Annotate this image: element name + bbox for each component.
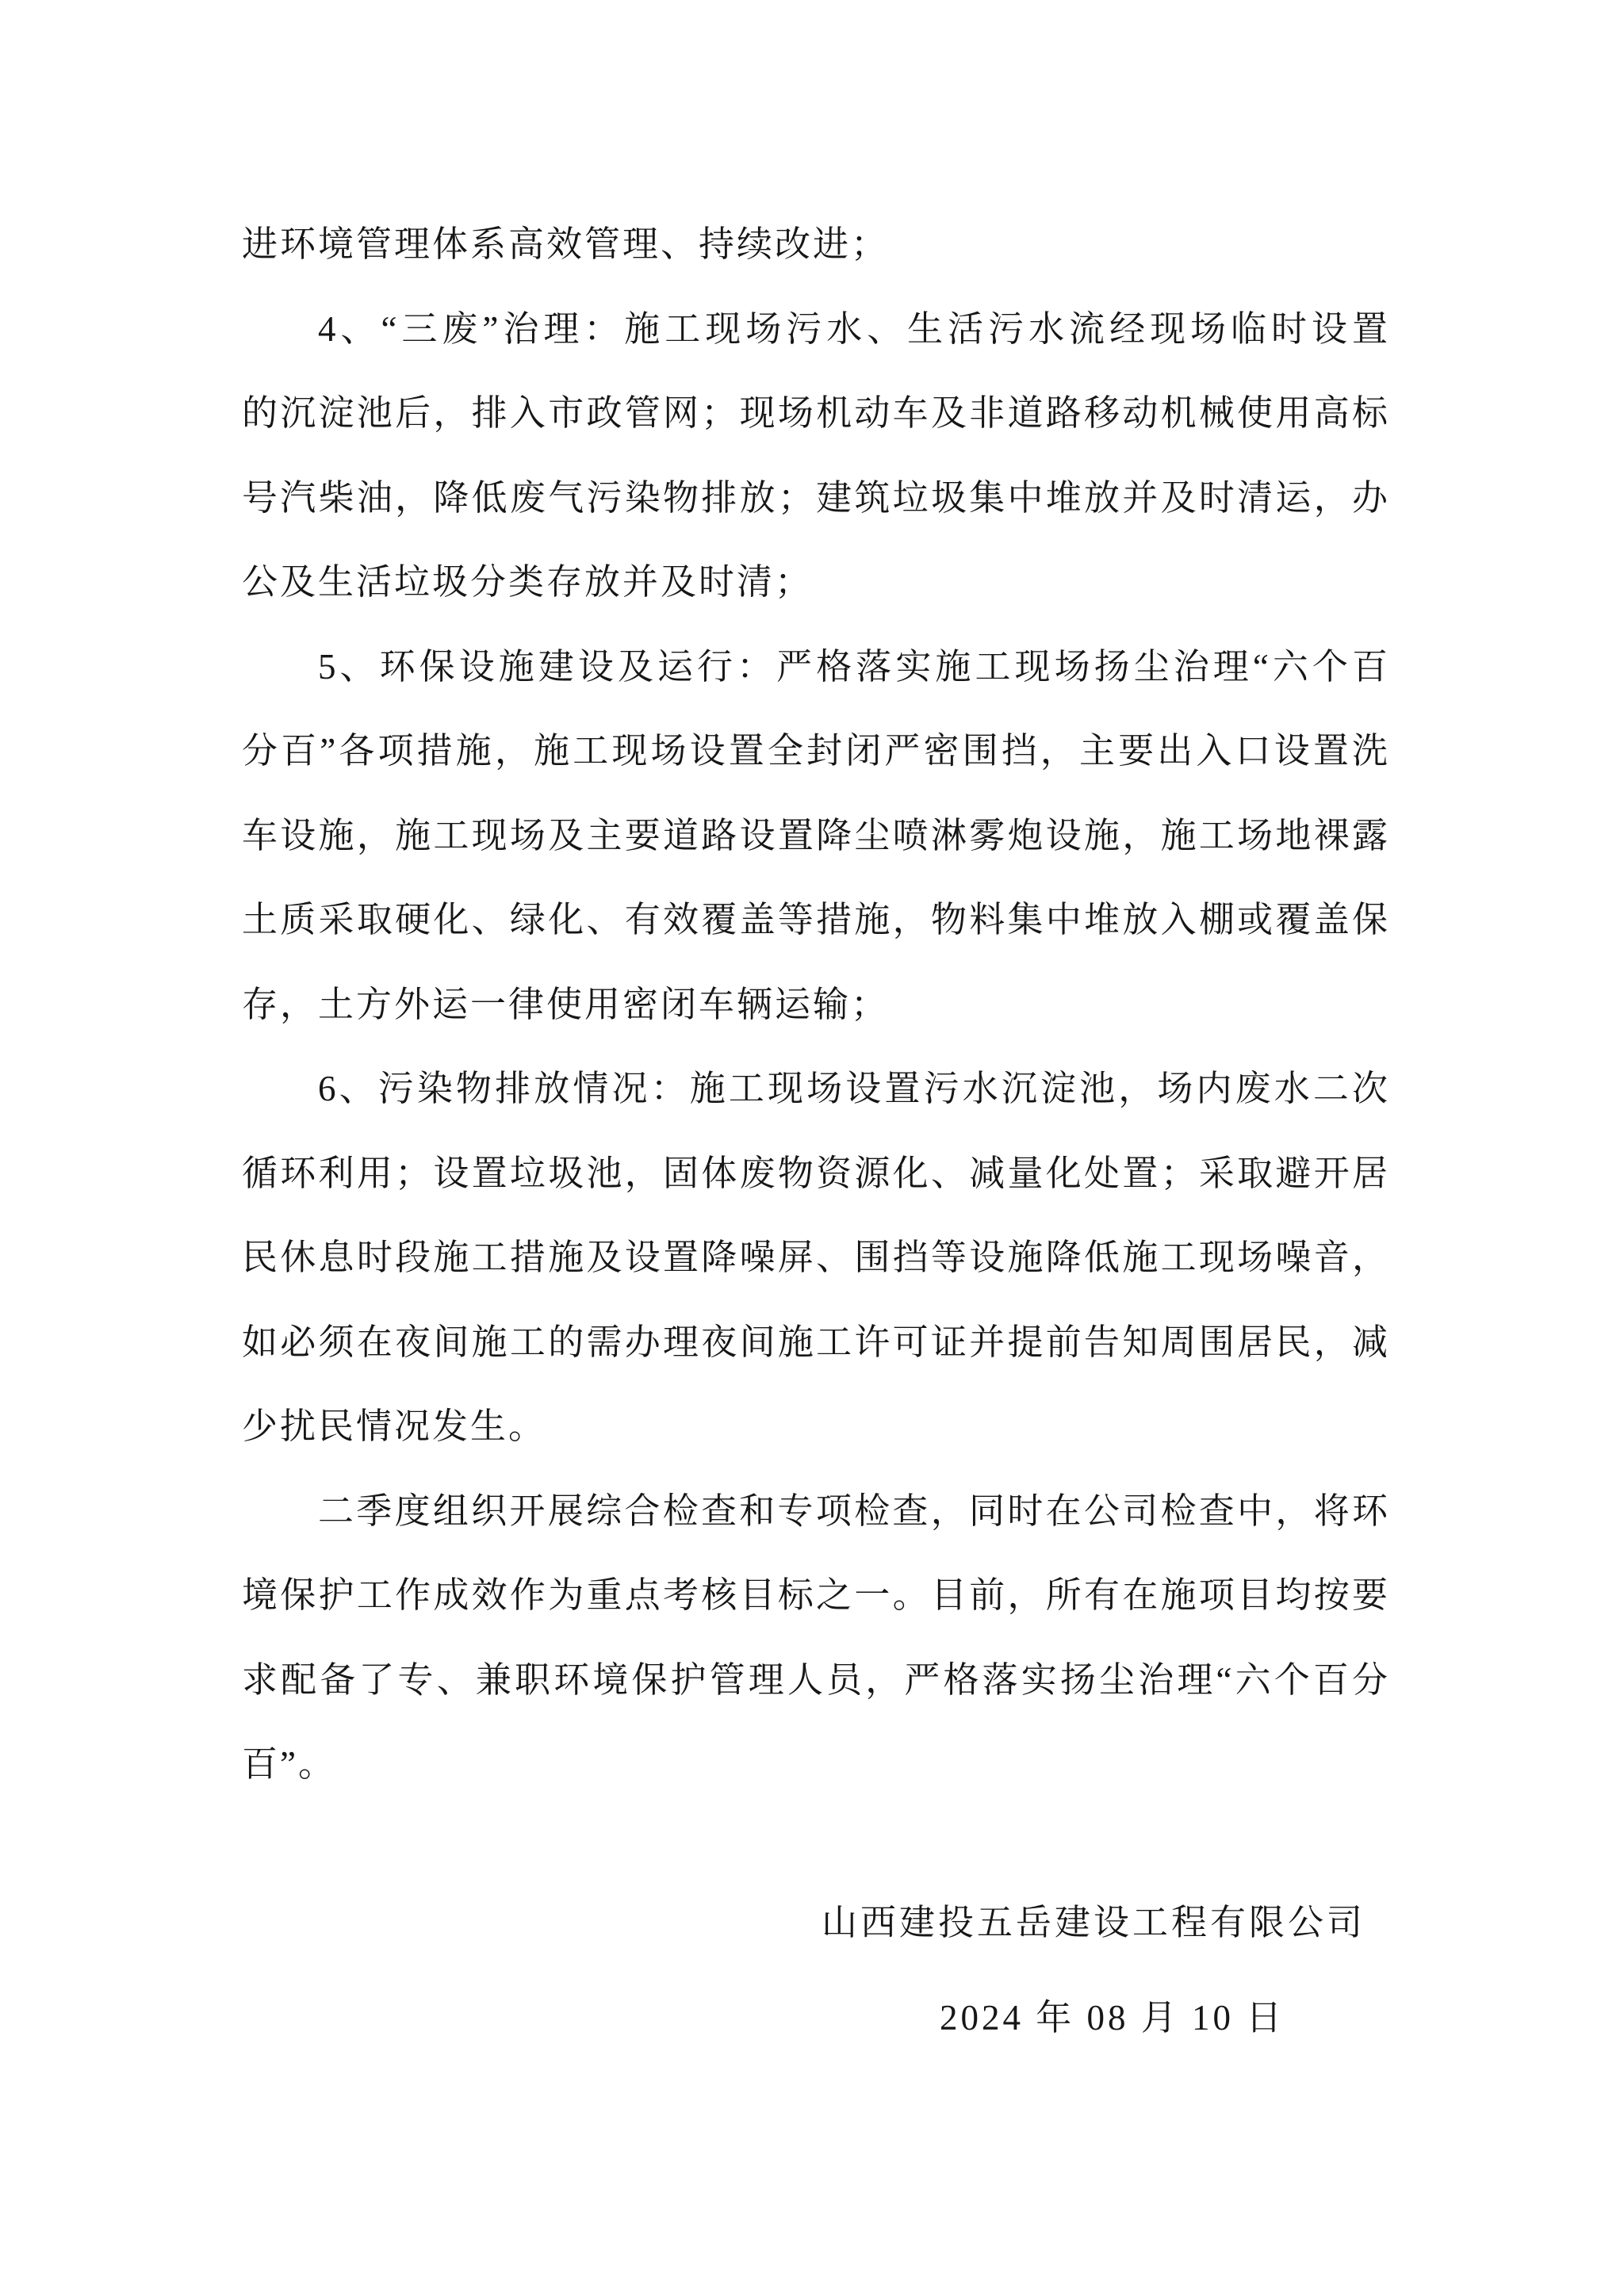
body-line: 分百”各项措施，施工现场设置全封闭严密围挡，主要出入口设置洗 bbox=[242, 731, 1388, 771]
body-line: 民休息时段施工措施及设置降噪屏、围挡等设施降低施工现场噪音， bbox=[242, 1238, 1388, 1277]
body-line: 5、环保设施建设及运行：严格落实施工现场扬尘治理“六个百 bbox=[318, 646, 1388, 687]
body-line: 车设施，施工现场及主要道路设置降尘喷淋雾炮设施，施工场地裸露 bbox=[242, 815, 1388, 855]
body-line: 境保护工作成效作为重点考核目标之一。目前，所有在施项目均按要 bbox=[242, 1575, 1388, 1615]
body-line: 土质采取硬化、绿化、有效覆盖等措施，物料集中堆放入棚或覆盖保 bbox=[242, 900, 1388, 939]
body-line: 进环境管理体系高效管理、持续改进； bbox=[242, 224, 890, 264]
body-line: 少扰民情况发生。 bbox=[242, 1406, 547, 1446]
signature-date: 2024 年 08 月 10 日 bbox=[940, 1998, 1285, 2038]
body-line: 如必须在夜间施工的需办理夜间施工许可证并提前告知周围居民，减 bbox=[242, 1322, 1388, 1362]
body-line: 存，土方外运一律使用密闭车辆运输； bbox=[242, 984, 890, 1024]
body-line: 的沉淀池后，排入市政管网；现场机动车及非道路移动机械使用高标 bbox=[242, 393, 1388, 433]
body-text-block bbox=[242, 202, 1388, 1807]
body-line: 百”。 bbox=[242, 1744, 336, 1784]
body-line: 二季度组织开展综合检查和专项检查，同时在公司检查中，将环 bbox=[318, 1490, 1388, 1531]
body-line: 号汽柴油，降低废气污染物排放；建筑垃圾集中堆放并及时清运，办 bbox=[242, 477, 1388, 518]
body-line: 6、污染物排放情况：施工现场设置污水沉淀池，场内废水二次 bbox=[318, 1069, 1388, 1108]
body-line: 公及生活垃圾分类存放并及时清； bbox=[242, 562, 814, 602]
signature-company-name: 山西建投五岳建设工程有限公司 bbox=[822, 1903, 1366, 1942]
body-line: 求配备了专、兼职环境保护管理人员，严格落实扬尘治理“六个百分 bbox=[242, 1659, 1388, 1700]
body-line: 循环利用；设置垃圾池，固体废物资源化、减量化处置；采取避开居 bbox=[242, 1153, 1388, 1193]
body-line: 4、“三废”治理：施工现场污水、生活污水流经现场临时设置 bbox=[318, 308, 1388, 349]
